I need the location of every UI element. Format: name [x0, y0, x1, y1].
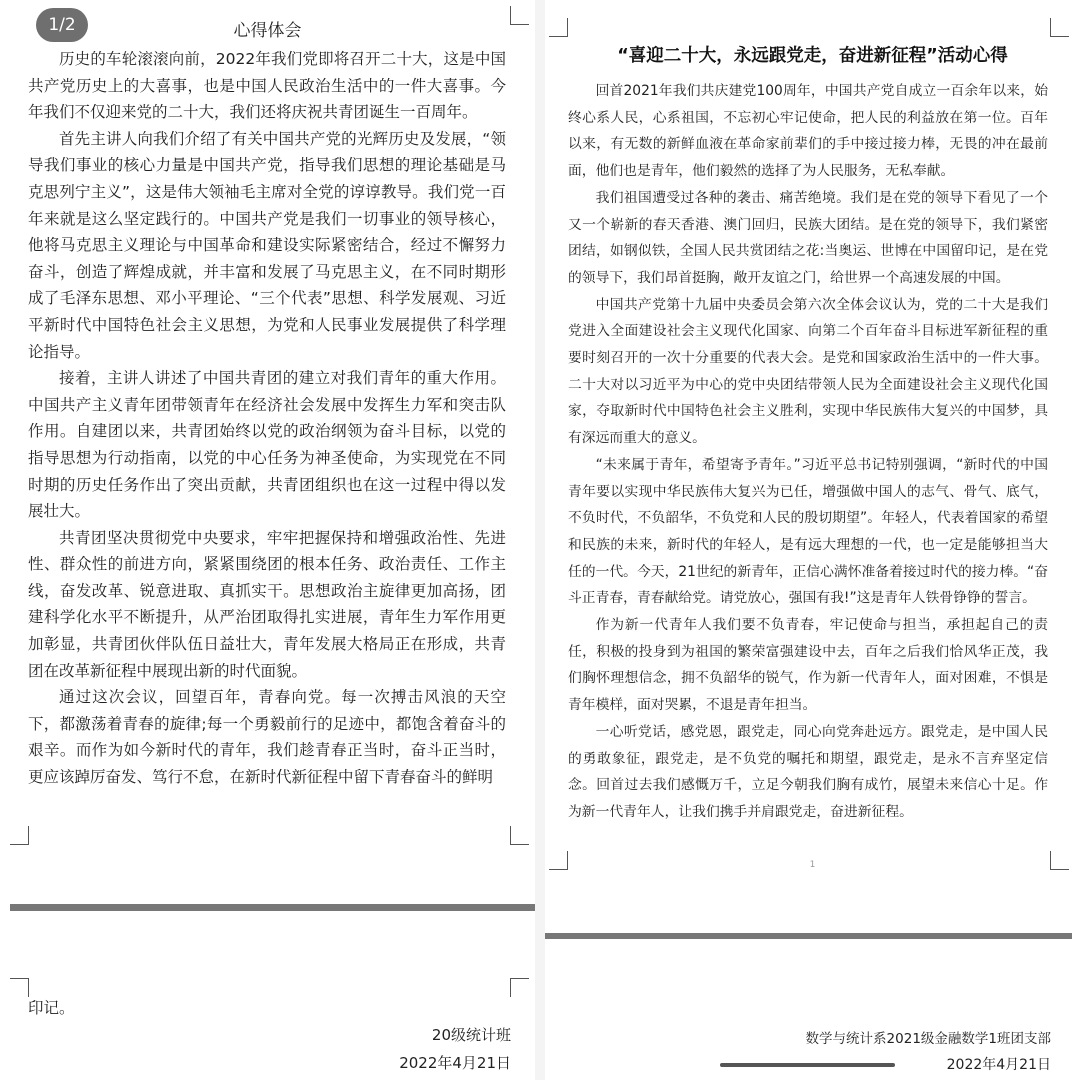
page-break-bar [10, 904, 535, 911]
right-document-panel[interactable] [545, 0, 1080, 1080]
page-corner-mark [10, 978, 29, 997]
left-paragraph: 历史的车轮滚滚向前，2022年我们党即将召开二十大，这是中国共产党历史上的大喜事，也是中国人民政治生活中的一件大喜事。今年我们不仅迎来党的二十大，我们还将庆祝共青团诞生一百周年。 [28, 50, 506, 122]
left-continuation-text: 印记。 [28, 999, 75, 1017]
right-paragraph: 我们祖国遭受过各种的袭击、痛苦绝境。我们是在党的领导下看见了一个又一个崭新的春天香港、澳门回归，民族大团结。是在党的领导下，我们紧密团结，如钢似铁，全国人民共赏团结之花:当奥运、世博在中国留印记，是在党的领导下，我们昂首挺胸，敞开友谊之门，给世界一个高速发展的中国。 [568, 189, 1048, 286]
left-paragraph: 首先主讲人向我们介绍了有关中国共产党的光辉历史及发展，“领导我们事业的核心力量是中国共产党，指导我们思想的理论基础是马克思列宁主义”，这是伟大领袖毛主席对全党的谆谆教导。我们党一百年来就是这么坚定践行的。中国共产党是我们一切事业的领导核心，他将马克思主义理论与中国革命和建设实际紧密结合，经过不懈努力奋斗，创造了辉煌成就，并丰富和发展了马克思主义，在不同时期形成了毛泽东思想、邓小平理论、“三个代表”思想、科学发展观、习近平新时代中国特色社会主义思想，为党和人民事业发展提供了科学理论指导。 [28, 129, 506, 361]
left-paragraph: 通过这次会议，回望百年，青春向党。每一次搏击风浪的天空下，都激荡着青春的旋律;每一个勇毅前行的足迹中，都饱含着奋斗的艰辛。而作为如今新时代的青年，我们趁青春正当时，奋斗正当时，更应该踔厉奋发、笃行不怠，在新时代新征程中留下青春奋斗的鲜明 [28, 688, 506, 787]
panel-divider [535, 0, 545, 1080]
right-paragraph: 回首2021年我们共庆建党100周年，中国共产党自成立一百余年以来，始终心系人民，心系祖国，不忘初心牢记使命，把人民的利益放在第一位。百年以来，有无数的新鲜血液在革命家前辈们的手中接过接力棒，无畏的冲在最前面，他们也是青年，他们毅然的选择了为人民服务，无私奉献。 [568, 83, 1048, 180]
page-corner-mark [510, 6, 529, 25]
right-paragraph: 中国共产党第十九届中央委员会第六次全体会议认为，党的二十大是我们党进入全面建设社会主义现代化国家、向第二个百年奋斗目标进军新征程的重要时刻召开的一次十分重要的代表大会。是党和国家政治生活中的一件大事。二十大对以习近平为中心的党中央团结带领人民为全面建设社会主义现代化国家，夺取新时代中国特色社会主义胜利，实现中华民族伟大复兴的中国梦，具有深远而重大的意义。 [568, 296, 1048, 447]
page-corner-mark [510, 826, 529, 845]
right-paragraph: 作为新一代青年人我们要不负青春，牢记使命与担当，承担起自己的责任，积极的投身到为祖国的繁荣富强建设中去，百年之后我们恰风华正茂，我们胸怀理想信念，拥不负韶华的锐气，作为新一代青年人，面对困难，不惧是青年模样，面对哭累，不退是青年担当。 [568, 617, 1048, 714]
left-paragraph: 接着，主讲人讲述了中国共青团的建立对我们青年的重大作用。中国共产主义青年团带领青年在经济社会发展中发挥生力军和突击队作用。自建团以来，共青团始终以党的政治纲领为奋斗目标，以党的指导思想为行动指南，以党的中心任务为神圣使命，为实现党在不同时期的历史任务作出了突出贡献，共青团组织也在这一过程中得以发展壮大。 [28, 369, 506, 521]
left-signature: 20级统计班 [431, 1026, 511, 1044]
page-corner-mark [510, 978, 529, 997]
right-paragraph: 一心听党话，感党恩，跟党走，同心向党奔赴远方。跟党走，是中国人民的勇敢象征，跟党走，是不负党的嘱托和期望，跟党走，是永不言弃坚定信念。回首过去我们感慨万千，立足今朝我们胸有成竹，展望未来信心十足。作为新一代青年人，让我们携手并肩跟党走，奋进新征程。 [568, 723, 1048, 820]
page-indicator: 1/2 [36, 8, 88, 42]
home-indicator-bar[interactable] [720, 1063, 895, 1067]
right-paragraph: “未来属于青年，希望寄予青年。”习近平总书记特别强调，“新时代的中国青年要以实现中华民族伟大复兴为已任，增强做中国人的志气、骨气、底气，不负时代，不负韶华，不负党和人民的殷切期望”。年轻人，代表着国家的希望和民族的未来，新时代的年轻人，是有远大理想的一代，也一定是能够担当大任的一代。今天，21世纪的新青年，正信心满怀准备着接过时代的接力棒。“奋斗正青春，青春献给党。请党放心，强国有我!”这是青年人铁骨铮铮的誓言。 [568, 456, 1048, 607]
left-date: 2022年4月21日 [399, 1054, 511, 1072]
right-signature: 数学与统计系2021级金融数学1班团支部 [805, 1031, 1051, 1047]
page-break-bar [545, 933, 1072, 939]
left-paragraph: 共青团坚决贯彻党中央要求，牢牢把握保持和增强政治性、先进性、群众性的前进方向，紧紧围绕团的根本任务、政治责任、工作主线，奋发改革、锐意进取、真抓实干。思想政治主旋律更加高扬，团建科学化水平不断提升，从严治团取得扎实进展，青年生力军作用更加彰显，共青团伙伴队伍日益壮大，青年发展大格局正在形成，共青团在改革新征程中展现出新的时代面貌。 [28, 528, 506, 680]
right-date: 2022年4月21日 [946, 1057, 1051, 1073]
page-corner-mark [1050, 18, 1069, 37]
right-page-body [568, 78, 1048, 826]
page-corner-mark [10, 826, 29, 845]
page-number: 1 [809, 860, 816, 870]
left-page-body [28, 46, 506, 791]
left-page-title: 心得体会 [233, 21, 302, 41]
left-document-panel[interactable] [0, 0, 535, 1080]
right-page-title: “喜迎二十大，永远跟党走，奋进新征程”活动心得 [617, 46, 1008, 66]
page-corner-mark [549, 18, 568, 37]
